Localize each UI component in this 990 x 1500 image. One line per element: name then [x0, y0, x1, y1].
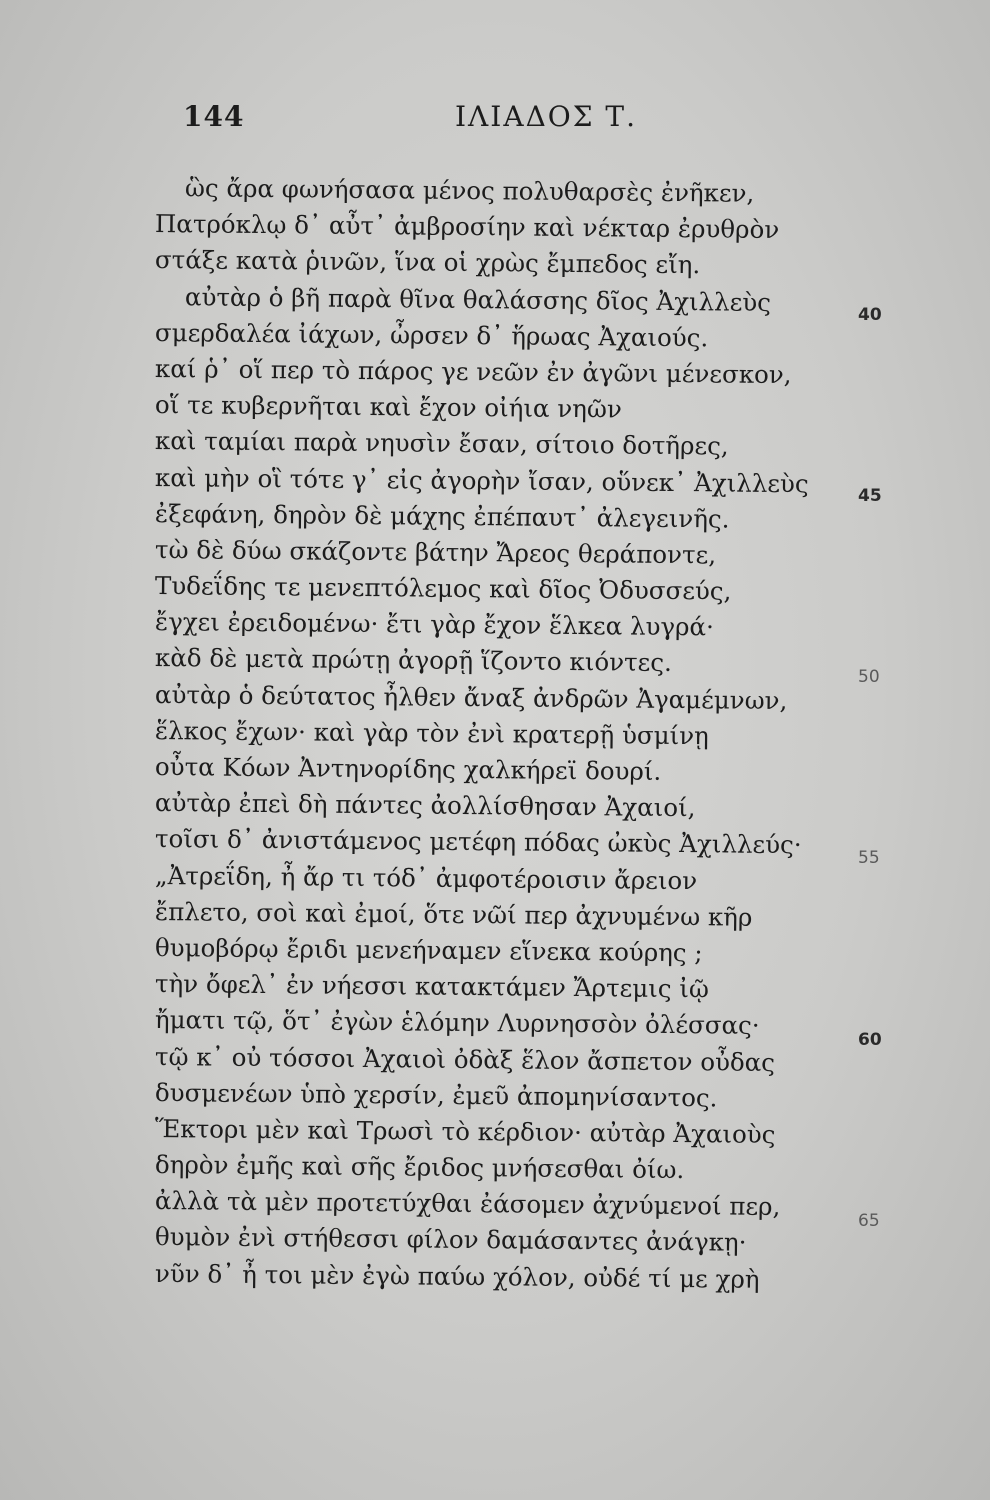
verse-line: αὐτὰρ ὁ βῆ παρὰ θῖνα θαλάσσης δῖος Ἀχιλλεὺς — [184, 281, 772, 317]
verse-line: καὶ μὴν οἳ τότε γ᾽ εἰς ἀγορὴν ἴσαν, οὕνεκ᾽ Ἀχιλλεὺς — [154, 462, 809, 498]
verse-line: ἀλλὰ τὰ μὲν προτετύχθαι ἐάσομεν ἀχνύμενοί περ, — [154, 1186, 781, 1222]
verse-line: Τυδεΐδης τε μενεπτόλεμος καὶ δῖος Ὀδυσσεύς, — [154, 571, 732, 606]
verse-line: ἔγχει ἐρειδομένω· ἔτι γὰρ ἔχον ἕλκεα λυγρά· — [154, 607, 714, 642]
verse-line: θυμοβόρῳ ἔριδι μενεήναμεν εἵνεκα κούρης ; — [154, 932, 703, 968]
line-number-marker: 60 — [858, 1030, 882, 1050]
line-number-marker: 65 — [858, 1211, 880, 1231]
verse-line: δηρὸν ἐμῆς καὶ σῆς ἔριδος μνήσεσθαι ὀίω. — [154, 1150, 685, 1185]
verse-line: ἕλκος ἔχων· καὶ γὰρ τὸν ἐνὶ κρατερῇ ὑσμίνῃ — [154, 715, 709, 751]
line-number-marker: 40 — [858, 305, 882, 325]
verse-line: οἵ τε κυβερνῆται καὶ ἔχον οἰήια νηῶν — [154, 390, 622, 424]
verse-line: Ἕκτορι μὲν καὶ Τρωσὶ τὸ κέρδιον· αὐτὰρ Ἀχαιοὺς — [154, 1113, 776, 1149]
verse-line: σμερδαλέα ἰάχων, ὦρσεν δ᾽ ἥρωας Ἀχαιούς. — [154, 317, 709, 353]
verse-line: κὰδ δὲ μετὰ πρώτῃ ἀγορῇ ἵζοντο κιόντες. — [154, 643, 672, 678]
page-number: 144 — [183, 100, 245, 133]
verse-line: αὐτὰρ ὁ δεύτατος ἦλθεν ἄναξ ἀνδρῶν Ἀγαμέμνων, — [154, 679, 788, 715]
verse-line: „Ἀτρεΐδη, ἦ ἄρ τι τόδ᾽ ἀμφοτέροισιν ἄρειον — [154, 860, 698, 895]
verse-line: καὶ ταμίαι παρὰ νηυσὶν ἔσαν, σίτοιο δοτῆρες, — [154, 426, 729, 461]
verse-line: Πατρόκλῳ δ᾽ αὖτ᾽ ἀμβροσίην καὶ νέκταρ ἐρυθρὸν — [154, 209, 780, 245]
line-number-marker: 50 — [858, 667, 880, 687]
verse-block — [155, 170, 815, 1292]
verse-line: νῦν δ᾽ ἦ τοι μὲν ἐγὼ παύω χόλον, οὐδέ τί με χρὴ — [154, 1258, 760, 1294]
verse-line: θυμὸν ἐνὶ στήθεσσι φίλον δαμάσαντες ἀνάγκῃ· — [154, 1222, 747, 1258]
verse-line: αὐτὰρ ἐπεὶ δὴ πάντες ἀολλίσθησαν Ἀχαιοί, — [154, 788, 696, 823]
line-number-marker: 45 — [858, 486, 882, 506]
verse-line: ὣς ἄρα φωνήσασα μένος πολυθαρσὲς ἐνῆκεν, — [184, 173, 755, 208]
verse-line: τῷ κ᾽ οὐ τόσσοι Ἀχαιοὶ ὀδὰξ ἕλον ἄσπετον οὖδας — [154, 1041, 776, 1077]
running-head-title: ΙΛΙΑΔΟΣ Τ. — [455, 100, 638, 133]
verse-line: τὼ δὲ δύω σκάζοντε βάτην Ἄρεος θεράποντε, — [154, 534, 717, 570]
verse-line: καί ῥ᾽ οἵ περ τὸ πάρος γε νεῶν ἐν ἀγῶνι μένεσκον, — [154, 353, 792, 390]
verse-line: τὴν ὄφελ᾽ ἐν νήεσσι κατακτάμεν Ἄρτεμις ἰῷ — [154, 969, 710, 1004]
verse-line: τοῖσι δ᾽ ἀνιστάμενος μετέφη πόδας ὠκὺς Ἀχιλλεύς· — [154, 824, 802, 860]
line-number-marker: 55 — [858, 848, 880, 868]
verse-line: ἔπλετο, σοὶ καὶ ἐμοί, ὅτε νῶί περ ἀχνυμένω κῆρ — [154, 896, 753, 932]
verse-line: ἐξεφάνη, δηρὸν δὲ μάχης ἐπέπαυτ᾽ ἀλεγεινῆς. — [154, 498, 730, 534]
verse-line: δυσμενέων ὑπὸ χερσίν, ἐμεῦ ἀπομηνίσαντος. — [154, 1077, 718, 1113]
verse-line: ἤματι τῷ, ὅτ᾽ ἐγὼν ἑλόμην Λυρνησσὸν ὀλέσσας· — [154, 1005, 760, 1041]
verse-line: στάξε κατὰ ῥινῶν, ἵνα οἱ χρὼς ἔμπεδος εἴη. — [154, 245, 701, 280]
verse-line: οὖτα Κόων Ἀντηνορίδης χαλκήρεϊ δουρί. — [154, 752, 662, 786]
